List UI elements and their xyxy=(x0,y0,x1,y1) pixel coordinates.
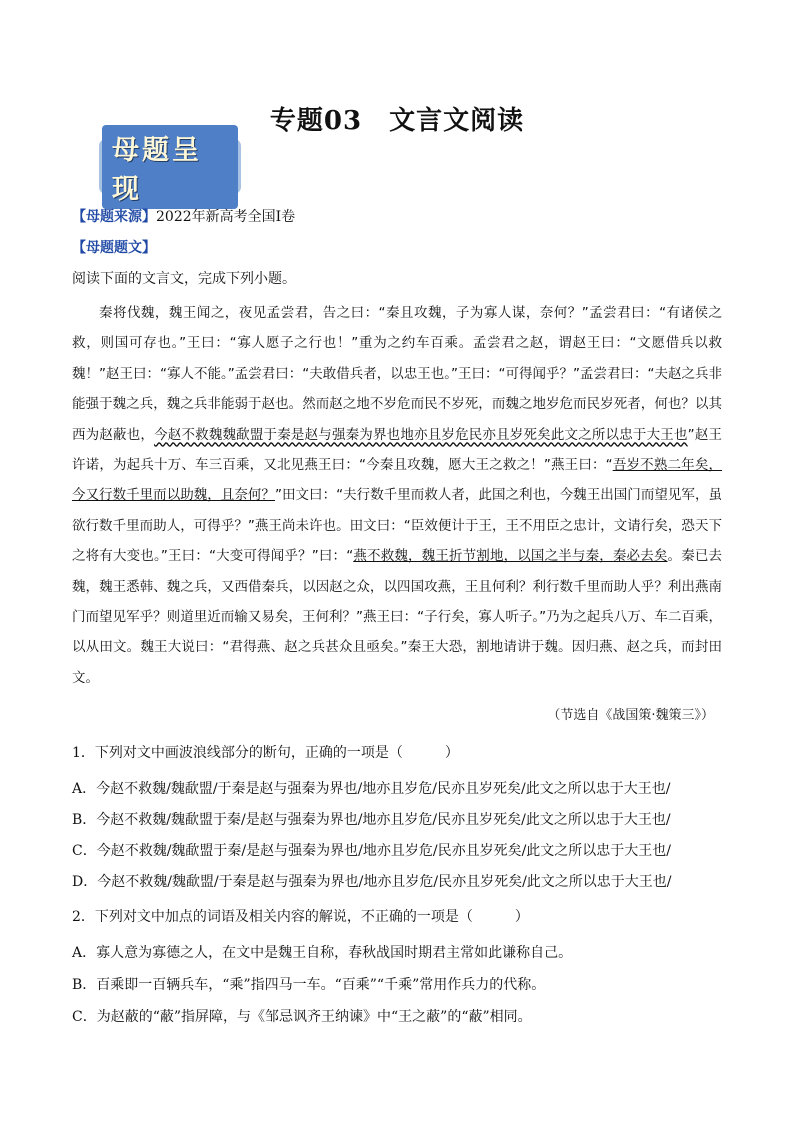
instruction: 阅读下面的文言文，完成下列小题。 xyxy=(72,271,296,287)
passage-part-2: ”赵王许诺，为起兵十万、车三百乘，又北见燕王曰：“今秦且攻魏，愿大王之救之！”燕王曰：“ xyxy=(72,426,723,474)
source-bracket: 【母题来源】 xyxy=(72,209,156,225)
excerpt-source: （节选自《战国策·魏策三》） xyxy=(547,708,714,723)
classical-passage xyxy=(72,298,722,693)
source-text: 2022年新高考全国Ⅰ卷 xyxy=(156,209,296,225)
page-title: 专题03 文言文阅读 xyxy=(269,106,525,136)
passage-part-3: ”田文曰：“夫行数千里而救人者，此国之利也，今魏王出国门而望见军，虽欲行数千里而助人，可得乎？”燕王尚未许也。田文曰：“臣效便计于王，王不用臣之忠计，文请行矣，恐天下之将有大变也。”王曰：“大变可得闻乎？”曰：“ xyxy=(72,487,722,565)
text-heading: 【母题题文】 xyxy=(72,240,156,256)
question-2-option-b: B．百乘即一百辆兵车，“乘”指四马一车。“百乘”“千乘”常用作兵力的代称。 xyxy=(72,977,546,993)
question-1-option-c: C．今赵不救魏/魏歃盟于秦/是赵与强秦为界也/地亦且岁危/民亦且岁死矣/此文之所以忠于大王也/ xyxy=(72,843,672,859)
question-1-stem: 1．下列对文中画波浪线部分的断句，正确的一项是（ ） xyxy=(72,745,459,761)
question-1-option-d: D．今赵不救魏/魏歃盟/于秦是赵与强秦为界也/地亦且岁危/民亦且岁死矣/此文之所以忠于大王也/ xyxy=(72,874,672,890)
passage-part-1: 秦将伐魏，魏王闻之，夜见孟尝君，告之曰：“秦且攻魏，子为寡人谋，奈何？”孟尝君曰：“有诸侯之救，则国可存也。”王曰：“寡人愿子之行也！”重为之约车百乘。孟尝君之赵，谓赵王曰：“文愿借兵以救魏！”赵王曰：“寡人不能。”孟尝君曰：“夫敢借兵者，以忠王也。”王曰：“可得闻乎？”孟尝君曰：“夫赵之兵非能强于魏之兵，魏之兵非能弱于赵也。然而赵之地不岁危而民不岁死，而魏之地岁危而民岁死者，何也？以其西为赵蔽也， xyxy=(72,305,722,443)
question-2-stem: 2．下列对文中加点的词语及相关内容的解说，不正确的一项是（ ） xyxy=(72,909,529,925)
section-badge xyxy=(99,134,241,205)
underlined-sentence-2: 燕不救魏，魏王折节割地，以国之半与秦，秦必去矣 xyxy=(353,548,668,565)
source-line xyxy=(72,206,295,226)
question-1-option-b: B．今赵不救魏/魏歃盟于秦/是赵与强秦为界也/地亦且岁危/民亦且岁死矣/此文之所以忠于大王也/ xyxy=(72,812,671,828)
badge-label: 母题呈现 xyxy=(102,125,238,209)
underlined-sentence-1: 吾岁不熟二年矣，今又行数千里而以助魏，且奈何？ xyxy=(72,457,723,504)
wavy-underlined-sentence: 今赵不救魏魏歃盟于秦是赵与强秦为界也地亦且岁危民亦且岁死矣此文之所以忠于大王也 xyxy=(154,426,688,443)
question-1-option-a: A．今赵不救魏/魏歃盟/于秦是赵与强秦为界也/地亦且岁危/民亦且岁死矣/此文之所以忠于大王也/ xyxy=(72,781,671,797)
question-2-option-c: C．为赵蔽的“蔽”指屏障，与《邹忌讽齐王纳谏》中“王之蔽”的“蔽”相同。 xyxy=(72,1009,532,1025)
question-2-option-a: A．寡人意为寡德之人，在文中是魏王自称，春秋战国时期君主常如此谦称自己。 xyxy=(72,945,573,961)
passage-part-4: 。秦已去魏，魏王悉韩、魏之兵，又西借秦兵，以因赵之众，以四国攻燕，王且何利？利行数千里而助人乎？利出燕南门而望见军乎？则道里近而输又易矣，王何利？”燕王曰：“子行矣，寡人听子。”乃为之起兵八万、车二百乘，以从田文。魏王大说曰：“君得燕、赵之兵甚众且亟矣。”秦王大恐，割地请讲于魏。因归燕、赵之兵，而封田文。 xyxy=(72,548,723,686)
